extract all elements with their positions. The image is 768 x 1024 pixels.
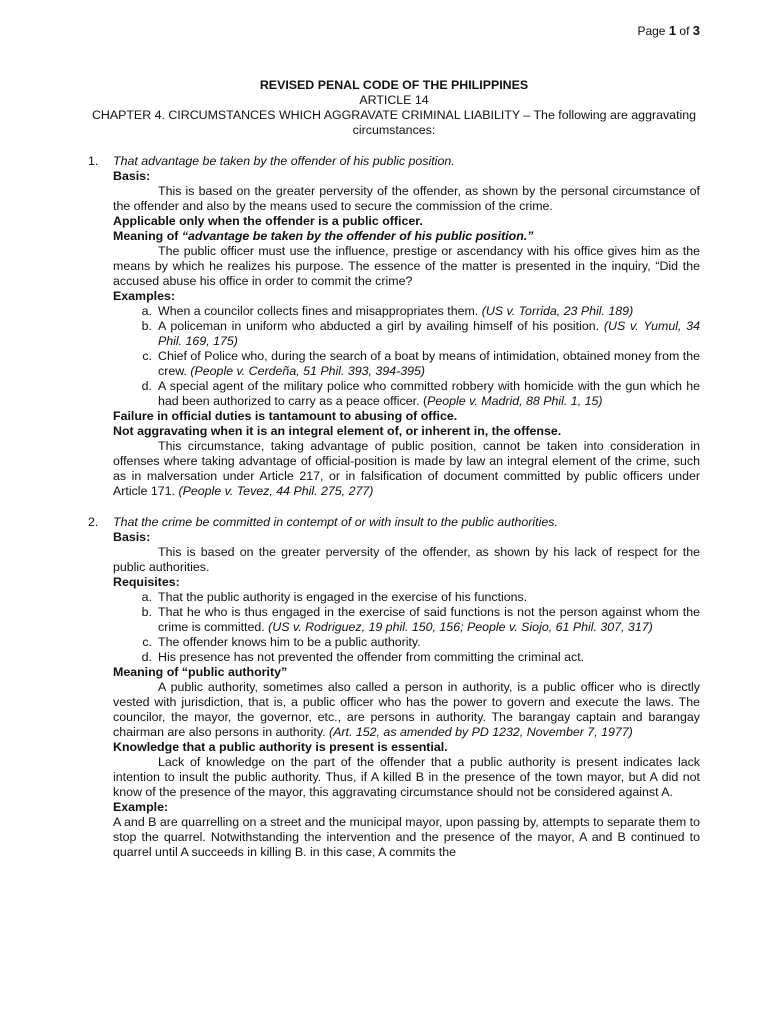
meaning-heading bbox=[113, 229, 700, 244]
item-text: A special agent of the military police who committed robbery with homicide with the gun which he had been authorized to carry as a peace officer. ( bbox=[158, 379, 700, 408]
example-label: Example: bbox=[113, 800, 169, 814]
basis-label: Basis: bbox=[113, 169, 151, 183]
page-total: 3 bbox=[692, 23, 700, 38]
document-title: REVISED PENAL CODE OF THE PHILIPPINES bbox=[259, 78, 529, 92]
document-body bbox=[88, 78, 700, 860]
section-number: 2. bbox=[88, 515, 99, 529]
meaning-quote: “advantage be taken by the offender of his public position.” bbox=[181, 229, 534, 243]
item-letter: d. bbox=[141, 379, 152, 393]
section-1-heading bbox=[88, 154, 700, 169]
requisites-list bbox=[113, 590, 700, 665]
item-citation: (US v. Torrida, 23 Phil. 189) bbox=[481, 304, 634, 318]
item-letter: b. bbox=[141, 605, 152, 619]
list-item bbox=[113, 319, 700, 349]
item-citation: (US v. Yumul, 34 Phil. 169, 175) bbox=[158, 319, 700, 348]
item-letter: b. bbox=[141, 319, 152, 333]
basis-text: This is based on the greater perversity of the offender, as shown by the personal circumstance of the offender and also by the means used to secure the commission of the crime. bbox=[113, 184, 700, 213]
example-text: A and B are quarrelling on a street and the municipal mayor, upon passing by, attempts to separate them to stop the quarrel. Notwithstanding the intervention and the presence of the mayor, A and B continued to quarrel until A succeeds in killing B. in this case, A commits the bbox=[113, 815, 700, 859]
meaning-citation: (Art. 152, as amended by PD 1232, November 7, 1977) bbox=[329, 725, 633, 739]
chapter-heading: CHAPTER 4. CIRCUMSTANCES WHICH AGGRAVATE CRIMINAL LIABILITY – The following are aggravating circumstances: bbox=[91, 108, 697, 137]
item-citation: (US v. Rodriguez, 19 phil. 150, 156; People v. Siojo, 61 Phil. 307, 317) bbox=[268, 620, 653, 634]
page-current: 1 bbox=[668, 23, 677, 38]
item-letter: a. bbox=[141, 590, 152, 604]
section-title: That advantage be taken by the offender of his public position. bbox=[113, 154, 455, 168]
page-number bbox=[637, 23, 700, 39]
meaning-prefix: Meaning of bbox=[113, 229, 182, 243]
closing-text: This circumstance, taking advantage of public position, cannot be taken into consideration in offenses where taking advantage of official-position is made by law an integral element of the crime, such as in malversation under Article 217, or in falsification of document committed by public officers under Article 171. bbox=[113, 439, 700, 498]
item-letter: c. bbox=[142, 635, 152, 649]
list-item bbox=[113, 635, 700, 650]
article-heading: ARTICLE 14 bbox=[359, 93, 429, 107]
list-item bbox=[113, 650, 700, 665]
item-citation: (People v. Cerdeña, 51 Phil. 393, 394-395) bbox=[190, 364, 426, 378]
knowledge-heading: Knowledge that a public authority is present is essential. bbox=[113, 740, 448, 754]
section-title: That the crime be committed in contempt of or with insult to the public authorities. bbox=[113, 515, 558, 529]
item-text: His presence has not prevented the offender from committing the criminal act. bbox=[158, 650, 585, 664]
meaning-text: The public officer must use the influence, prestige or ascendancy with his office gives him as the means by which he realizes his purpose. The essence of the matter is presented in the inquiry, “Did the accused abuse his office in order to commit the crime? bbox=[113, 244, 700, 288]
closing-citation: (People v. Tevez, 44 Phil. 275, 277) bbox=[178, 484, 374, 498]
item-text: That the public authority is engaged in the exercise of his functions. bbox=[158, 590, 528, 604]
list-item bbox=[113, 379, 700, 409]
basis-label: Basis: bbox=[113, 530, 151, 544]
knowledge-text: Lack of knowledge on the part of the offender that a public authority is present indicates lack intention to insult the public authority. Thus, if A killed B in the presence of the town mayor, but A did not know of the presence of the mayor, this aggravating circumstance should not be considered against A. bbox=[113, 755, 700, 799]
item-text: That he who is thus engaged in the exercise of said functions is not the person against whom the crime is committed. bbox=[158, 605, 700, 634]
examples-label: Examples: bbox=[113, 289, 175, 303]
examples-list bbox=[113, 304, 700, 409]
item-letter: d. bbox=[141, 650, 152, 664]
list-item bbox=[113, 590, 700, 605]
item-text: Chief of Police who, during the search of a boat by means of intimidation, obtained money from the crew. bbox=[158, 349, 700, 378]
closing-paragraph bbox=[113, 439, 700, 499]
page-of: of bbox=[679, 24, 690, 38]
meaning-paragraph bbox=[113, 680, 700, 740]
meaning-text: A public authority, sometimes also called a person in authority, is a public officer who is directly vested with jurisdiction, that is, a public officer who has the power to govern and execute the laws. The councilor, the mayor, the governor, etc., are persons in authority. The barangay captain and barangay chairman are also persons in authority. bbox=[113, 680, 700, 739]
page-label: Page bbox=[637, 24, 666, 38]
item-text: The offender knows him to be a public authority. bbox=[158, 635, 421, 649]
basis-text: This is based on the greater perversity of the offender, as shown by his lack of respect for the public authorities. bbox=[113, 545, 700, 574]
item-letter: c. bbox=[142, 349, 152, 363]
section-number: 1. bbox=[88, 154, 99, 168]
not-aggravating-heading: Not aggravating when it is an integral element of, or inherent in, the offense. bbox=[113, 424, 562, 438]
item-text: A policeman in uniform who abducted a girl by availing himself of his position. bbox=[158, 319, 604, 333]
item-letter: a. bbox=[141, 304, 152, 318]
item-text: When a councilor collects fines and misappropriates them. bbox=[158, 304, 482, 318]
list-item bbox=[113, 349, 700, 379]
meaning-heading: Meaning of “public authority” bbox=[113, 665, 288, 679]
list-item bbox=[113, 304, 700, 319]
failure-heading: Failure in official duties is tantamount to abusing of office. bbox=[113, 409, 458, 423]
list-item bbox=[113, 605, 700, 635]
item-citation: People v. Madrid, 88 Phil. 1, 15) bbox=[427, 394, 603, 408]
applicable-heading: Applicable only when the offender is a public officer. bbox=[113, 214, 423, 228]
section-2-heading bbox=[88, 515, 700, 530]
requisites-label: Requisites: bbox=[113, 575, 180, 589]
